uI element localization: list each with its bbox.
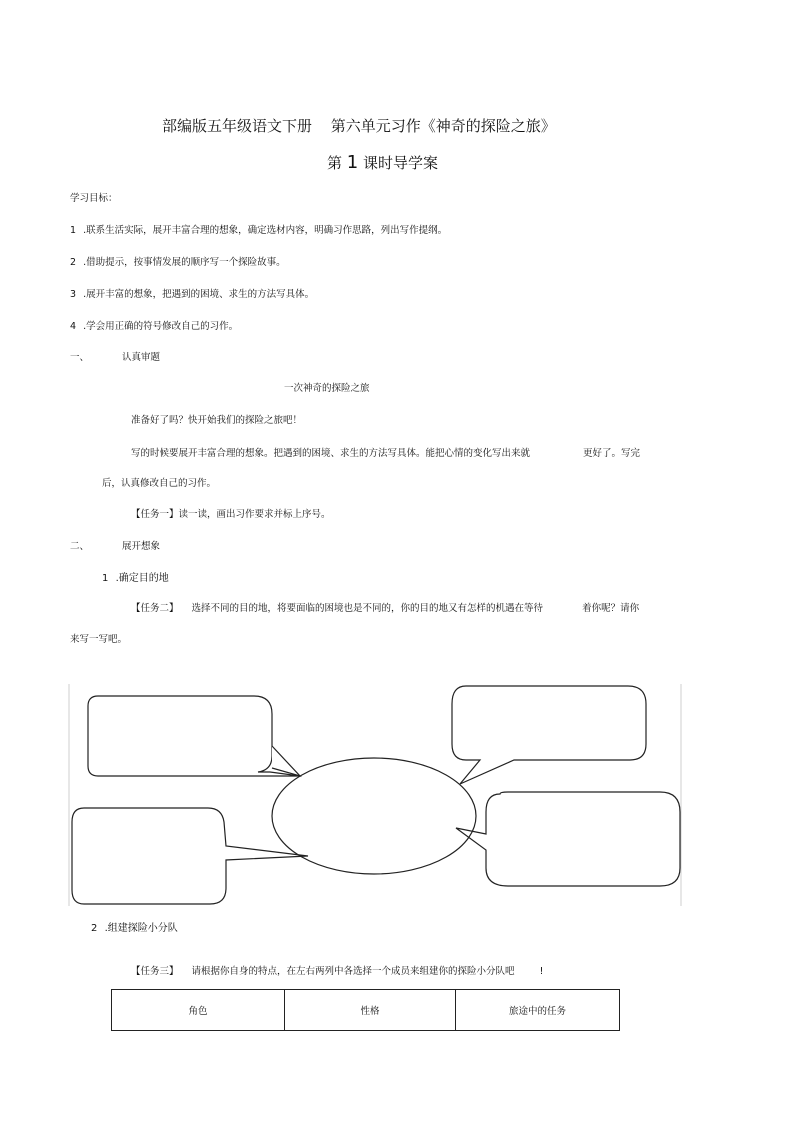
doc-title-unit: 第六单元习作《神奇的探险之旅》 — [330, 117, 556, 135]
table-header-personality: 性格 — [285, 990, 456, 1031]
sub1-text: .确定目的地 — [115, 573, 169, 584]
task1: 【任务一】读一读，画出习作要求并标上序号。 — [131, 509, 331, 520]
task3-line — [131, 963, 543, 977]
bubble-tail-top-left — [272, 746, 300, 776]
task2-line2: 来写一写吧。 — [70, 634, 128, 645]
objective-item — [70, 254, 286, 268]
subtitle-number: 1 — [346, 152, 359, 173]
section1-topic: 一次神奇的探险之旅 — [284, 383, 370, 394]
section1-line3: 后，认真修改自己的习作。 — [102, 478, 217, 489]
task3-end: ! — [539, 966, 544, 977]
task2-line — [131, 600, 639, 614]
team-roles-table — [111, 989, 620, 1031]
section1-title: 认真审题 — [122, 352, 161, 363]
section1-line2 — [131, 445, 640, 459]
doc-title-main: 部编版五年级语文下册 — [162, 117, 313, 135]
sub1-num: 1 — [102, 573, 109, 584]
table-header-row — [112, 990, 620, 1031]
section1-heading — [70, 349, 160, 363]
task2-text-a: 选择不同的目的地，将要面临的困境也是不同的，你的目的地又有怎样的机遇在等待 — [191, 603, 544, 614]
objective-text: .展开丰富的想象，把遇到的困境、求生的方法写具体。 — [83, 289, 315, 300]
section2-title: 展开想象 — [122, 541, 161, 552]
objective-item — [70, 318, 238, 332]
doc-subtitle — [327, 152, 438, 173]
section2-heading — [70, 538, 160, 552]
objectives-heading: 学习目标： — [70, 193, 118, 204]
task3-text: 请根据你自身的特点，在左右两列中各选择一个成员来组建你的探险小分队吧 — [191, 966, 515, 977]
section1-line2b: 更好了。写完 — [583, 448, 641, 459]
subtitle-suffix: 课时导学案 — [363, 154, 439, 172]
task2-label: 【任务二】 — [131, 603, 179, 614]
sub2-heading — [91, 919, 178, 934]
objective-num: 4 — [70, 321, 77, 332]
sub1-heading — [102, 569, 169, 584]
bubble-right[interactable] — [456, 792, 680, 886]
sub2-num: 2 — [91, 923, 98, 934]
doc-title — [162, 115, 556, 136]
bubble-top-right[interactable] — [452, 686, 646, 784]
objective-num: 3 — [70, 289, 77, 300]
subtitle-prefix: 第 — [327, 154, 343, 172]
objective-text: .学会用正确的符号修改自己的习作。 — [83, 321, 239, 332]
section1-line1: 准备好了吗？快开始我们的探险之旅吧！ — [131, 415, 303, 426]
destination-mindmap — [68, 684, 682, 906]
objective-text: .借助提示，按事情发展的顺序写一个探险故事。 — [83, 257, 286, 268]
objective-item — [70, 286, 314, 300]
section2-num: 二、 — [70, 541, 90, 552]
section1-line2a: 写的时候要展开丰富合理的想象。把遇到的困境、求生的方法写具体。能把心情的变化写出来就 — [131, 448, 531, 459]
sub2-text: .组建探险小分队 — [104, 923, 178, 934]
objective-num: 1 — [70, 225, 77, 236]
section1-num: 一、 — [70, 352, 90, 363]
objective-item — [70, 222, 447, 236]
bubble-top-left[interactable] — [88, 696, 300, 776]
task3-label: 【任务三】 — [131, 966, 179, 977]
objective-text: .联系生活实际，展开丰富合理的想象，确定选材内容，明确习作思路，列出写作提纲。 — [83, 225, 448, 236]
task2-text-b: 着你呢？请你 — [582, 603, 640, 614]
table-header-task: 旅途中的任务 — [456, 990, 620, 1031]
table-header-role: 角色 — [112, 990, 285, 1031]
objective-num: 2 — [70, 257, 77, 268]
